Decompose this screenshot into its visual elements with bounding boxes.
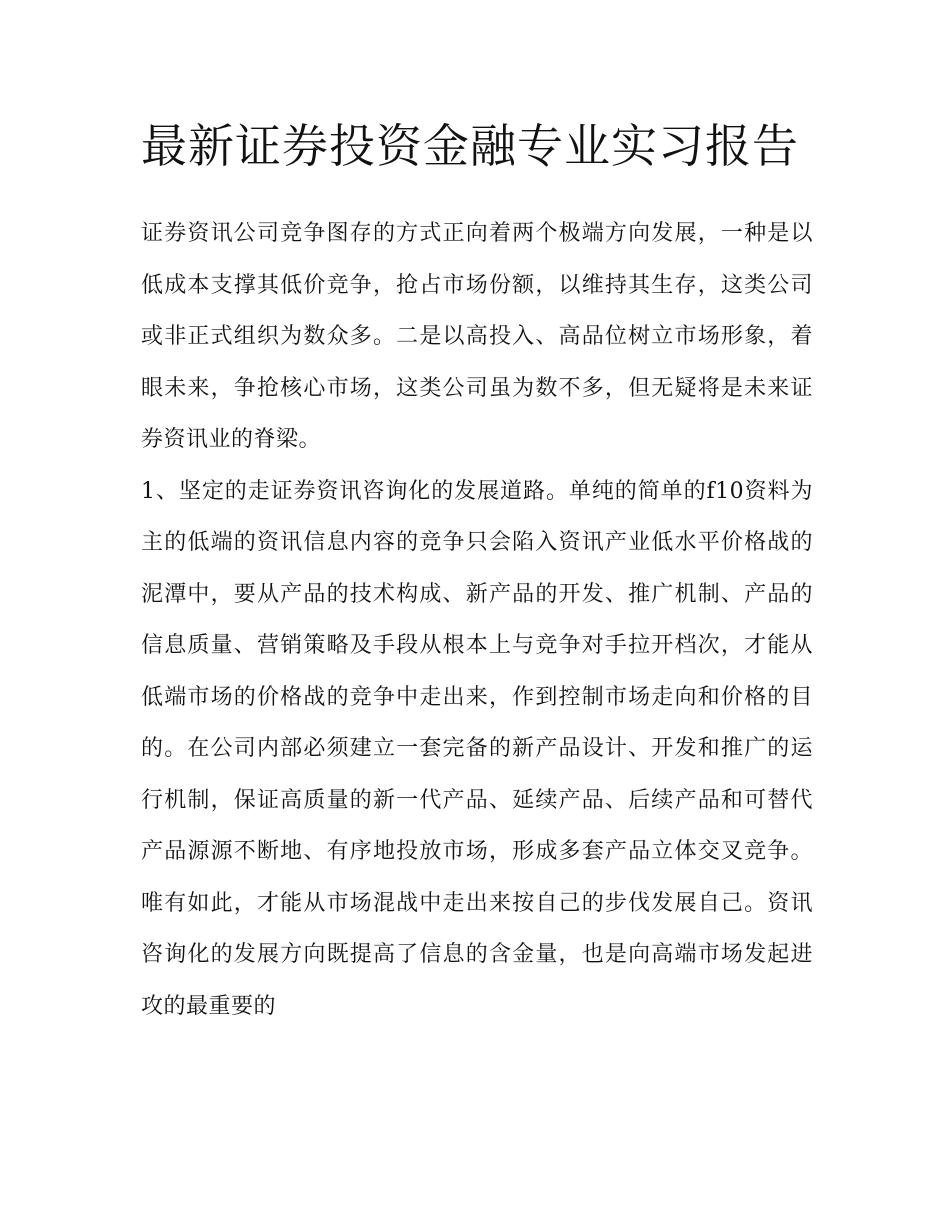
document-title: 最新证券投资金融专业实习报告: [141, 119, 799, 173]
paragraph-point-1: 1、坚定的走证券资讯咨询化的发展道路。单纯的简单的f10资料为主的低端的资讯信息内容的竞争只会陷入资讯产业低水平价格战的泥潭中，要从产品的技术构成、新产品的开发、推广机制、产品的信息质量、营销策略及手段从根本上与竞争对手拉开档次，才能从低端市场的价格战的竞争中走出来，作到控制市场走向和价格的目的。在公司内部必须建立一套完备的新产品设计、开发和推广的运行机制，保证高质量的新一代产品、延续产品、后续产品和可替代产品源源不断地、有序地投放市场，形成多套产品立体交叉竞争。唯有如此，才能从市场混战中走出来按自己的步伐发展自己。资讯咨询化的发展方向既提高了信息的含金量，也是向高端市场发起进攻的最重要的: [141, 478, 813, 1019]
paragraph-intro: 证券资讯公司竞争图存的方式正向着两个极端方向发展，一种是以低成本支撑其低价竞争，抢占市场份额，以维持其生存，这类公司或非正式组织为数众多。二是以高投入、高品位树立市场形象，着眼未来，争抢核心市场，这类公司虽为数不多，但无疑将是未来证券资讯业的脊梁。: [141, 221, 813, 452]
document-page: [141, 112, 813, 1032]
